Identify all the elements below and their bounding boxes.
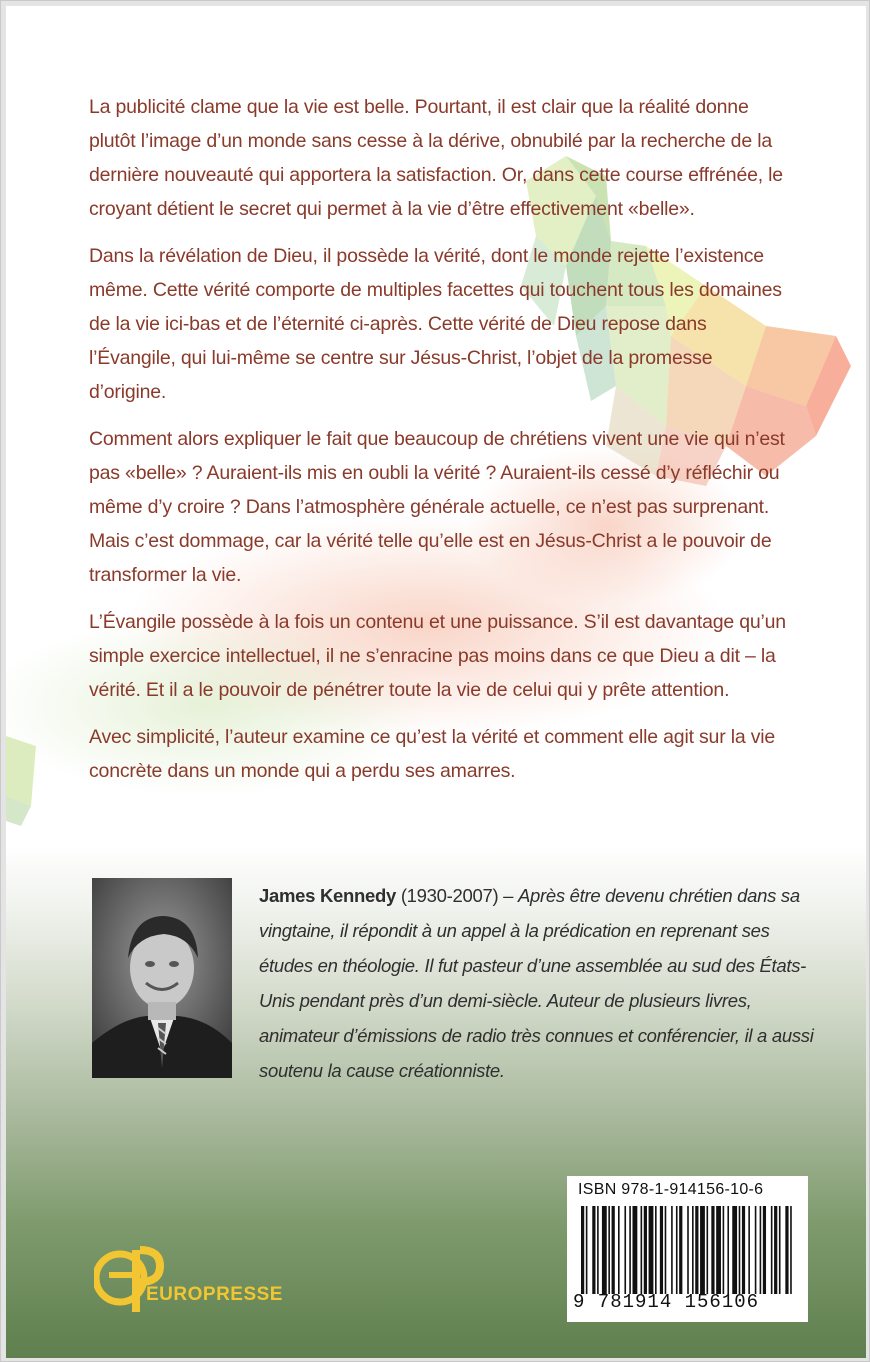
barcode-bar: [742, 1206, 745, 1294]
author-name: James Kennedy: [259, 885, 396, 906]
barcode-bar: [644, 1206, 647, 1294]
isbn-barcode: [567, 1176, 808, 1322]
author-lifespan: (1930-2007) –: [395, 885, 518, 906]
barcode-bar: [608, 1206, 610, 1294]
author-bio: [259, 878, 819, 1088]
barcode-bar: [679, 1206, 682, 1294]
barcode-bar: [748, 1206, 750, 1294]
barcode-bar: [586, 1206, 588, 1294]
author-photo: [92, 878, 232, 1078]
barcode-bar: [602, 1206, 607, 1294]
isbn-digits: 9 781914 156106: [573, 1291, 760, 1313]
author-portrait-image: [92, 878, 232, 1078]
barcode-bar: [649, 1206, 654, 1294]
barcode-bar: [695, 1206, 698, 1294]
barcode-bar: [632, 1206, 637, 1294]
barcode-bar: [671, 1206, 673, 1294]
barcode-bar: [655, 1206, 657, 1294]
barcode-bar: [723, 1206, 725, 1294]
blurb-paragraph: La publicité clame que la vie est belle. Pourtant, il est clair que la réalité donne plutôt l’image d’un monde sans cesse à la dérive, obnubilé par la recherche de la dernière nouveauté qui apportera la satisfaction. Or, dans cette course effrénée, le croyant détient le secret qui permet à la vie d’être effectivement «belle».: [89, 96, 783, 220]
blurb-paragraph: L’Évangile possède à la fois un contenu et une puissance. S’il est davantage qu’un simple exercice intellectuel, il ne s’enracine pas moins dans ce que Dieu a dit – la vérité. Et il a le pouvoir de pénétrer toute la vie de celui qui y prête attention.: [89, 611, 786, 701]
barcode-bar: [771, 1206, 773, 1294]
author-bio-text: Après être devenu chrétien dans sa vingtaine, il répondit à un appel à la prédication en reprenant ses études en théologie. Il fut pasteur d’une assemblée au sud des États-Unis pendant près d’un demi-siècle. Auteur de plusieurs livres, animateur d’émissions de radio très connues et conférencier, il a aussi soutenu la cause créationniste.: [259, 885, 814, 1081]
isbn-label: ISBN 978-1-914156-10-6: [578, 1181, 764, 1198]
barcode-bar: [592, 1206, 595, 1294]
barcode-bar: [692, 1206, 694, 1294]
barcode-bar: [641, 1206, 643, 1294]
barcode-bar: [629, 1206, 631, 1294]
barcode-bar: [581, 1206, 584, 1294]
barcode-bar: [618, 1206, 620, 1294]
book-back-cover: [6, 6, 866, 1358]
back-cover-blurb: [89, 90, 794, 801]
barcode-bar: [785, 1206, 788, 1294]
barcode-bar: [732, 1206, 737, 1294]
barcode-bar: [597, 1206, 599, 1294]
barcode-bar: [624, 1206, 626, 1294]
barcode-bar: [760, 1206, 762, 1294]
barcode-bar: [665, 1206, 667, 1294]
blurb-paragraph: Dans la révélation de Dieu, il possède la vérité, dont le monde rejette l’existence même. Cette vérité comporte de multiples facettes qui touchent tous les domaines de la vie ici-bas et de l’éternité ci-après. Cette vérité de Dieu repose dans l’Évangile, qui lui-même se centre sur Jésus-Christ, l’objet de la promesse d’origine.: [89, 245, 782, 403]
barcode-bar: [612, 1206, 615, 1294]
barcode-bar: [739, 1206, 741, 1294]
barcode-bar: [687, 1206, 689, 1294]
barcode-bar: [716, 1206, 721, 1294]
barcode-bar: [774, 1206, 777, 1294]
barcode-bar: [711, 1206, 714, 1294]
barcode-bars: [581, 1206, 795, 1294]
blurb-paragraph: Avec simplicité, l’auteur examine ce qu’est la vérité et comment elle agit sur la vie concrète dans un monde qui a perdu ses amarres.: [89, 726, 776, 782]
barcode-bar: [779, 1206, 781, 1294]
barcode-bar: [660, 1206, 663, 1294]
barcode-bar: [707, 1206, 709, 1294]
barcode-bar: [727, 1206, 729, 1294]
blurb-paragraph: Comment alors expliquer le fait que beaucoup de chrétiens vivent une vie qui n’est pas «belle» ? Auraient-ils mis en oubli la vérité ? Auraient-ils cessé d’y réfléchir ou même d’y croire ? Dans l’atmosphère générale actuelle, ce n’est pas surprenant. Mais c’est dommage, car la vérité telle qu’elle est en Jésus-Christ a le pouvoir de transformer la vie.: [89, 428, 785, 586]
barcode-bar: [755, 1206, 757, 1294]
barcode-bar: [676, 1206, 678, 1294]
barcode-bar: [763, 1206, 766, 1294]
publisher-name: EUROPRESSE: [146, 1284, 283, 1305]
barcode-bar: [700, 1206, 705, 1294]
barcode-bar: [790, 1206, 792, 1294]
